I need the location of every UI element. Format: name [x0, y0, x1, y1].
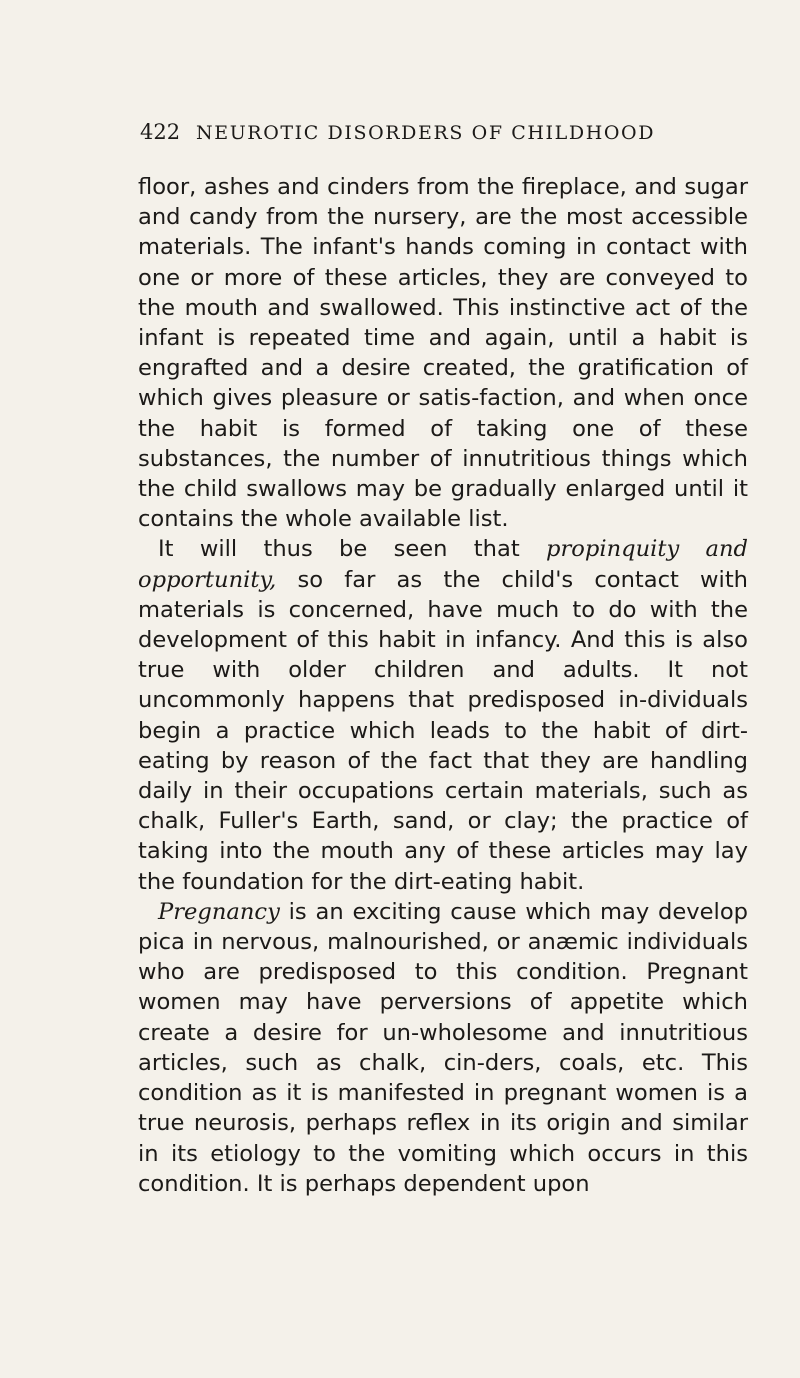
paragraph-3	[138, 897, 748, 1199]
page-number: 422	[140, 120, 181, 144]
paragraph-3-emphasis: Pregnancy	[158, 898, 280, 925]
paragraph-2-before: It will thus be seen that	[158, 536, 547, 563]
paragraph-2-after: so far as the child's contact with materials is concerned, have much to do with the development of this habit in infancy. And this is also true with older children and adults. It not uncommonly happens that predisposed in-dividuals begin a practice which leads to the habit of dirt-eating by reason of the fact that they are handling daily in their occupations certain materials, such as chalk, Fuller's Earth, sand, or clay; the practice of taking into the mouth any of these articles may lay the foundation for the dirt-eating habit.	[138, 566, 748, 895]
paragraph-1	[138, 172, 748, 534]
body-text	[138, 172, 748, 1199]
page-header	[140, 120, 740, 160]
running-head: NEUROTIC DISORDERS OF CHILDHOOD	[196, 122, 656, 144]
paragraph-1-text: floor, ashes and cinders from the fireplace, and sugar and candy from the nursery, are the most accessible materials. The infant's hands coming in contact with one or more of these articles, they are conveyed to the mouth and swallowed. This instinctive act of the infant is repeated time and again, until a habit is engrafted and a desire created, the gratification of which gives pleasure or satis-faction, and when once the habit is formed of taking one of these substances, the number of innutritious things which the child swallows may be gradually enlarged until it contains the whole available list.	[138, 174, 748, 533]
paragraph-2-emphasis: propinquity and opportunity,	[138, 536, 749, 593]
paragraph-3-after: is an exciting cause which may develop pica in nervous, malnourished, or anæmic individuals who are predisposed to this condition. Pregnant women may have perversions of appetite which create a desire for un-wholesome and innutritious articles, such as chalk, cin-ders, coals, etc. This condition as it is manifested in pregnant women is a true neurosis, perhaps reflex in its origin and similar in its etiology to the vomiting which occurs in this condition. It is perhaps dependent upon	[138, 898, 748, 1197]
paragraph-2	[138, 534, 748, 896]
